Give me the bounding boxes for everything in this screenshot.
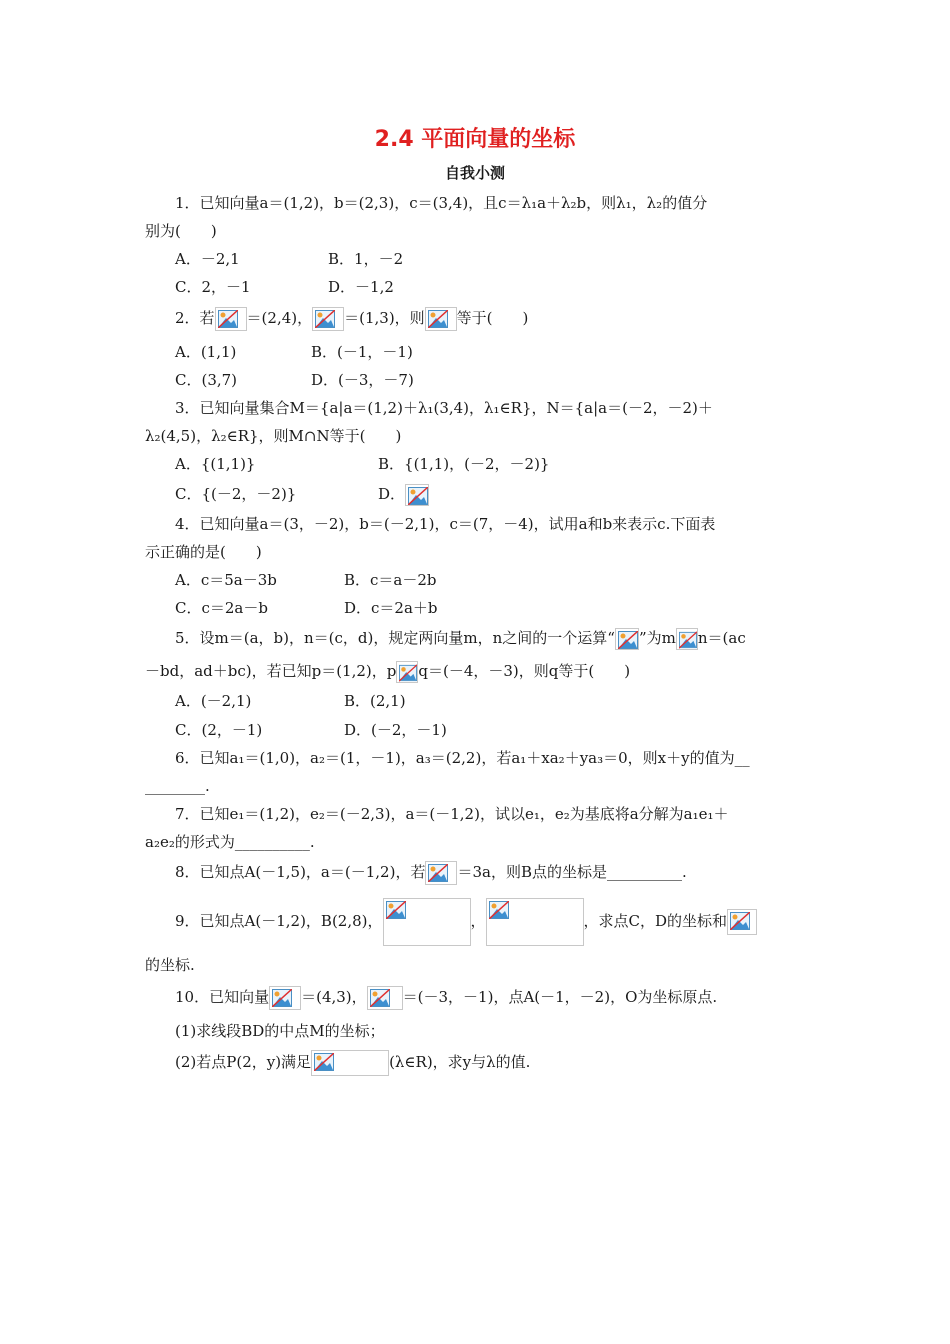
q10-text-3: ＝(－3，－1)，点A(－1，－2)，O为坐标原点. [402, 988, 718, 1006]
q4-line2: 示正确的是( ) [145, 543, 262, 561]
q10-text-4: (2)若点P(2，y)满足 [175, 1053, 312, 1071]
q5-option-b: B．(2,1) [344, 692, 406, 710]
q9-text-2: ， [470, 912, 486, 930]
q1-option-c: C．2，－1 [175, 278, 251, 296]
q2-option-a: A．(1,1) [175, 343, 237, 361]
q10-text-2: ＝(4,3)， [301, 988, 367, 1006]
broken-image-icon [367, 986, 403, 1010]
q5-text-4: －bd，ad＋bc)，若已知p＝(1,2)，p [145, 662, 397, 680]
q10-text-5: (λ∈R)，求y与λ的值. [389, 1053, 531, 1071]
broken-image-icon [486, 898, 584, 946]
q2-text-2: ＝(2,4)， [246, 309, 313, 327]
broken-image-icon [269, 986, 301, 1010]
q3-option-b: B．{(1,1)，(－2，－2)} [378, 455, 550, 473]
q10-sub2 [175, 1050, 530, 1076]
broken-image-icon [312, 307, 344, 331]
broken-image-icon [727, 909, 757, 935]
q6-line2: ________. [145, 777, 210, 795]
q4-option-c: C．c＝2a－b [175, 599, 268, 617]
broken-image-icon [311, 1050, 389, 1076]
q10-sub1: (1)求线段BD的中点M的坐标； [175, 1022, 385, 1040]
broken-image-icon [215, 307, 247, 331]
broken-image-icon [425, 861, 457, 885]
q5-text-5: q＝(－4，－3)，则q等于( ) [418, 662, 631, 680]
q4-option-d: D．c＝2a＋b [344, 599, 438, 617]
q8-text-1: 8．已知点A(－1,5)，a＝(－1,2)，若 [175, 863, 426, 881]
q10-text-1: 10．已知向量 [175, 988, 270, 1006]
q9-line1 [175, 896, 757, 946]
q3-option-d-label: D． [378, 485, 406, 503]
q4-option-b: B．c＝a－2b [344, 571, 437, 589]
q2-text-3: ＝(1,3)，则 [344, 309, 425, 327]
q1-option-d: D．－1,2 [328, 278, 394, 296]
q8-line1 [175, 861, 687, 885]
q2-option-d: D．(－3，－7) [311, 371, 414, 389]
q10-line1 [175, 986, 717, 1010]
q2-line1 [175, 307, 528, 331]
q5-option-c: C．(2，－1) [175, 721, 263, 739]
q6-line1: 6．已知a₁＝(1,0)，a₂＝(1，－1)，a₃＝(2,2)，若a₁＋xa₂＋ya₃＝0，则x＋y的值为__ [175, 749, 750, 767]
q3-option-a: A．{(1,1)} [175, 455, 256, 473]
q9-text-1: 9．已知点A(－1,2)，B(2,8)， [175, 912, 383, 930]
q9-text-3: ，求点C，D的坐标和 [583, 912, 728, 930]
broken-image-icon [405, 484, 429, 506]
q2-text-1: 2．若 [175, 309, 215, 327]
q3-option-d [378, 484, 429, 506]
q5-option-a: A．(－2,1) [175, 692, 252, 710]
broken-image-icon [396, 661, 418, 683]
q2-option-b: B．(－1，－1) [311, 343, 413, 361]
q5-text-3: n＝(ac [697, 629, 746, 647]
broken-image-icon [425, 307, 457, 331]
q5-line1 [175, 628, 746, 650]
broken-image-icon [676, 628, 698, 650]
q4-line1: 4．已知向量a＝(3，－2)，b＝(－2,1)，c＝(7，－4)，试用a和b来表示c.下面表 [175, 515, 716, 533]
q7-line2: a₂e₂的形式为__________. [145, 833, 315, 851]
q3-line2: λ₂(4,5)，λ₂∈R}，则M∩N等于( ) [145, 427, 402, 445]
page-title: 2.4 平面向量的坐标 [374, 127, 576, 152]
q9-line2: 的坐标. [145, 956, 195, 974]
q1-line1: 1．已知向量a＝(1,2)，b＝(2,3)，c＝(3,4)，且c＝λ₁a＋λ₂b，则λ₁，λ₂的值分 [175, 194, 708, 212]
section-subtitle: 自我小测 [444, 164, 505, 182]
q2-option-c: C．(3,7) [175, 371, 238, 389]
broken-image-icon [383, 898, 471, 946]
q5-line2 [145, 661, 630, 683]
q1-option-a: A．－2,1 [175, 250, 240, 268]
q8-text-2: ＝3a，则B点的坐标是__________. [457, 863, 687, 881]
q5-text-1: 5．设m＝(a，b)，n＝(c，d)，规定两向量m，n之间的一个运算“ [175, 629, 615, 647]
q3-option-c: C．{(－2，－2)} [175, 485, 297, 503]
q1-line2: 别为( ) [145, 222, 217, 240]
q3-line1: 3．已知向量集合M＝{a|a＝(1,2)＋λ₁(3,4)，λ₁∈R}，N＝{a|a＝(－2，－2)＋ [175, 399, 713, 417]
q2-text-4: 等于( ) [456, 309, 529, 327]
q7-line1: 7．已知e₁＝(1,2)，e₂＝(－2,3)，a＝(－1,2)，试以e₁，e₂为基底将a分解为a₁e₁＋ [175, 805, 729, 823]
q4-option-a: A．c＝5a－3b [175, 571, 277, 589]
q5-option-d: D．(－2，－1) [344, 721, 447, 739]
q1-option-b: B．1，－2 [328, 250, 404, 268]
broken-image-icon [615, 628, 639, 650]
q5-text-2: ”为m [638, 629, 676, 647]
